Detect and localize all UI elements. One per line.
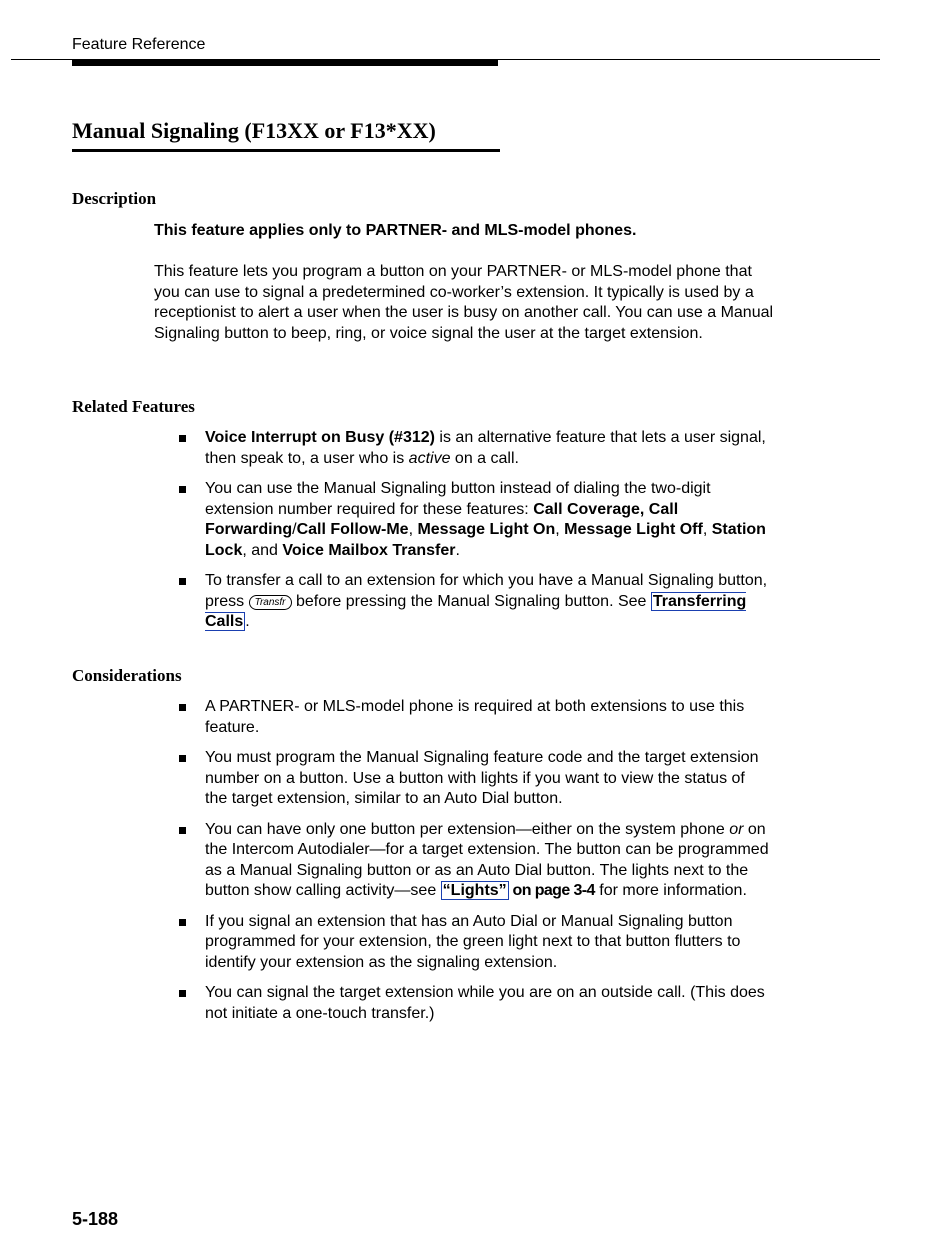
description-heading: Description [72,189,157,208]
feature-name: Call Coverage, Call Forwarding [205,500,679,538]
description-note: This feature applies only to PARTNER- and MLS-model phones. [154,222,637,239]
feature-name: Message Light Off [564,521,703,538]
transfer-key-icon: Transfr [249,595,292,610]
bullet-icon [179,435,186,442]
feature-name: Call Follow-Me [296,521,409,538]
feature-name: Voice Mailbox Transfer [282,541,456,559]
list-item: You must program the Manual Signaling feature code and the target extension number on a button. Use a button with lights if you want to view the status of the target extension, similar to an Auto Dial button. [0,748,771,810]
description-body: This feature lets you program a button on your PARTNER- or MLS-model phone that you can use to signal a predetermined co-worker’s extension. It typically is used by a receptionist to alert a user when the user is busy on another call. You can use a Manual Signaling button to beep, ring, or voice signal the user at the target extension. [154,263,774,342]
considerations-list [0,697,771,1034]
bullet-icon [179,919,186,926]
related-features-list [0,428,771,643]
page-title: Manual Signaling (F13XX or F13*XX) [72,118,436,143]
title-underline [72,149,500,152]
bullet-icon [179,990,186,997]
list-item: You can signal the target extension while you are on an outside call. (This does not initiate a one-touch transfer.) [0,983,771,1024]
running-header: Feature Reference [72,36,206,53]
bullet-icon [179,486,186,493]
feature-name: Voice Interrupt on Busy (#312) [205,429,435,446]
bullet-icon [179,755,186,762]
list-item: Voice Interrupt on Busy (#312) is an alternative feature that lets a user signal, then speak to, a user who is active on a call. [0,428,771,469]
list-item: You can use the Manual Signaling button instead of dialing the two-digit extension number required for these features: Call Coverage, Call Forwarding/Call Follow-Me, Message Light On, Message Light Off, Station Lock, and Voice Mailbox Transfer. [0,479,771,561]
transferring-calls-link[interactable]: Transferring Calls [205,592,747,630]
list-item: You can have only one button per extension—either on the system phone or on the Intercom Autodialer—for a target extension. The button can be programmed as a Manual Signaling button or as an Auto Dial button. The lights next to the button show calling activity—see “Lights” on page 3-4 for more information. [0,820,771,902]
lights-link[interactable]: “Lights” [442,882,507,899]
list-item: If you signal an extension that has an Auto Dial or Manual Signaling button programmed for your extension, the green light next to that button flutters to identify your extension as the signaling extension. [0,912,771,974]
feature-name: Station Lock [205,521,766,559]
bullet-icon [179,578,186,585]
related-features-heading: Related Features [72,397,195,416]
list-item: A PARTNER- or MLS-model phone is required at both extensions to use this feature. [0,697,771,738]
page-number: 5-188 [72,1209,119,1229]
bullet-icon [179,827,186,834]
page-reference: on page 3-4 [508,882,595,899]
header-bar [72,60,498,66]
list-item: To transfer a call to an extension for which you have a Manual Signaling button, press Transfr before pressing the Manual Signaling button. See Transferring Calls . [0,571,771,633]
bullet-icon [179,704,186,711]
feature-name: Message Light On [417,521,556,538]
considerations-heading: Considerations [72,666,182,685]
